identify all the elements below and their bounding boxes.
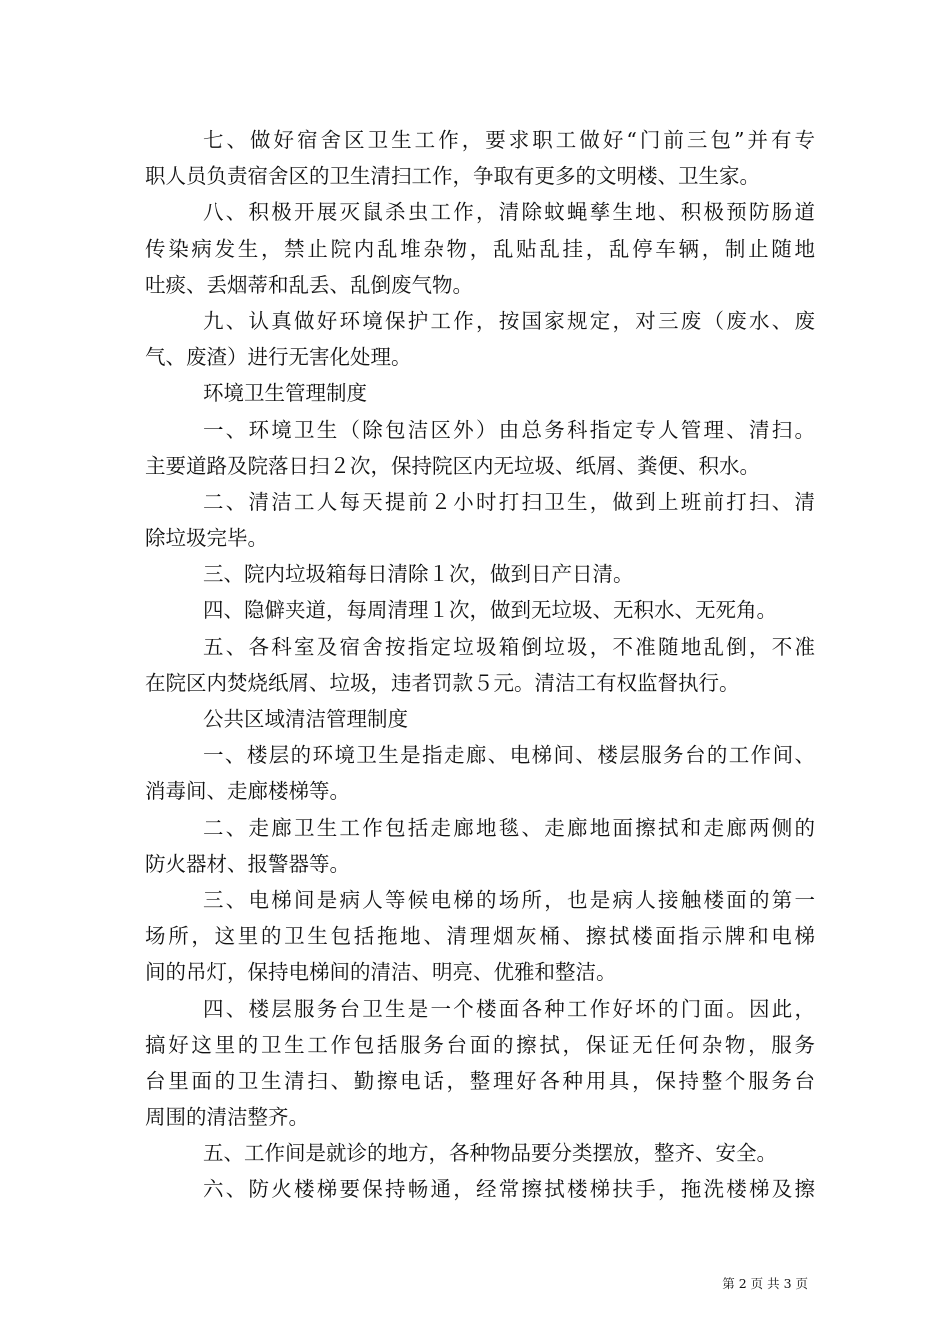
- text-line: 六、防火楼梯要保持畅通，经常擦拭楼梯扶手，拖洗楼梯及擦: [203, 1177, 815, 1202]
- text-line: 一、环境卫生（除包洁区外）由总务科指定专人管理、清扫。: [203, 417, 815, 442]
- text-line: 在院区内焚烧纸屑、垃圾，违者罚款５元。清洁工有权监督执行。: [145, 670, 740, 695]
- text-line: 职人员负责宿舍区的卫生清扫工作，争取有更多的文明楼、卫生家。: [145, 164, 760, 189]
- text-line: 五、工作间是就诊的地方，各种物品要分类摆放，整齐、安全。: [203, 1141, 777, 1166]
- document-body: [145, 122, 815, 1208]
- text-line: 九、认真做好环境保护工作，按国家规定，对三废（废水、废: [203, 308, 815, 333]
- text-line: 消毒间、走廊楼梯等。: [145, 779, 350, 804]
- text-line: 七、做好宿舍区卫生工作，要求职工做好“门前三包”并有专: [203, 128, 815, 152]
- text-line: 主要道路及院落日扫２次，保持院区内无垃圾、纸屑、粪便、积水。: [145, 453, 760, 478]
- section-heading: 环境卫生管理制度: [203, 381, 367, 406]
- text-line: 防火器材、报警器等。: [145, 851, 350, 876]
- text-line: 传染病发生，禁止院内乱堆杂物，乱贴乱挂，乱停车辆，制止随地: [145, 236, 815, 261]
- text-line: 二、清洁工人每天提前２小时打扫卫生，做到上班前打扫、清: [203, 489, 815, 514]
- text-line: 除垃圾完毕。: [145, 526, 268, 551]
- section-heading: 公共区域清洁管理制度: [203, 707, 408, 731]
- page-number: 第 2 页 共 3 页: [722, 1276, 808, 1291]
- text-line: 四、隐僻夹道，每周清理１次，做到无垃圾、无积水、无死角。: [203, 598, 777, 623]
- text-line: 四、楼层服务台卫生是一个楼面各种工作好坏的门面。因此，: [203, 996, 815, 1021]
- text-line: 吐痰、丢烟蒂和乱丢、乱倒废气物。: [145, 272, 473, 297]
- text-line: 五、各科室及宿舍按指定垃圾箱倒垃圾，不准随地乱倒，不准: [203, 634, 815, 659]
- text-line: 气、废渣）进行无害化处理。: [145, 345, 412, 370]
- text-line: 台里面的卫生清扫、勤擦电话，整理好各种用具，保持整个服务台: [145, 1068, 815, 1093]
- text-line: 一、楼层的环境卫生是指走廊、电梯间、楼层服务台的工作间、: [203, 743, 815, 768]
- text-line: 三、电梯间是病人等候电梯的场所，也是病人接触楼面的第一: [203, 887, 815, 912]
- text-line: 三、院内垃圾箱每日清除１次，做到日产日清。: [203, 562, 634, 587]
- text-line: 八、积极开展灭鼠杀虫工作，清除蚊蝇孳生地、积极预防肠道: [203, 200, 815, 225]
- text-line: 周围的清洁整齐。: [145, 1105, 309, 1130]
- text-line: 场所，这里的卫生包括拖地、清理烟灰桶、擦拭楼面指示牌和电梯: [145, 924, 815, 949]
- text-line: 二、走廊卫生工作包括走廊地毯、走廊地面擦拭和走廊两侧的: [203, 815, 815, 840]
- text-line: 间的吊灯，保持电梯间的清洁、明亮、优雅和整洁。: [145, 960, 617, 985]
- text-line: 搞好这里的卫生工作包括服务台面的擦拭，保证无任何杂物，服务: [145, 1032, 815, 1057]
